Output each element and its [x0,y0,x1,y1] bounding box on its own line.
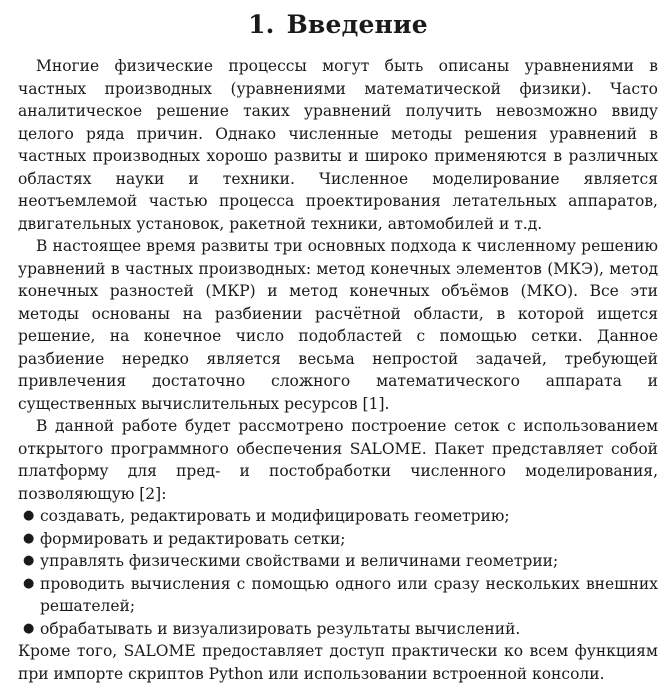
feature-list [18,505,658,640]
list-item-text: формировать и редактировать сетки; [40,529,346,548]
list-item [18,618,658,641]
bullet-icon: ● [23,530,35,546]
list-item [18,573,658,618]
bullet-icon: ● [23,620,35,636]
document-page [18,0,658,685]
bullet-icon: ● [23,553,35,568]
section-title: Введение [286,10,428,39]
list-item [18,550,658,573]
body-text [18,55,658,685]
paragraph-closing: Кроме того, SALOME предоставляет доступ практически ко всем функциям при импорте скриптов Python или использовании встроенной консоли. [18,642,658,683]
list-item [18,528,658,551]
paragraph-methods: В настоящее время развиты три основных подхода к численному решению уравнений в частных производных: метод конечных элементов (МКЭ), метод конечных разностей (МКР) и метод конечных объёмов (МКО). Все эти методы основаны на разбиении расчётной области, в которой ищется решение, на конечное число подобластей с помощью сетки. Данное разбиение нередко является весьма непростой задачей, требующей привлечения достаточно сложного математического аппарата и существенных вычислительных ресурсов [1]. [18,237,658,413]
list-item-text: управлять физическими свойствами и величинами геометрии; [40,552,559,570]
section-number: 1. [248,10,275,39]
list-item [18,505,658,528]
list-item-text: обрабатывать и визуализировать результаты вычислений. [40,619,521,638]
list-item-text: проводить вычисления с помощью одного или сразу нескольких внешних решателей; [40,574,658,615]
list-item-text: создавать, редактировать и модифицировать геометрию; [40,507,510,525]
bullet-icon: ● [23,508,35,523]
section-heading [18,10,658,40]
bullet-icon: ● [23,575,35,591]
paragraph-salome: В данной работе будет рассмотрено построение сеток с использованием открытого программного обеспечения SALOME. Пакет представляет собой платформу для пред- и постобработки численного моделирования, позволяющую [2]: [18,417,658,503]
paragraph-intro: Многие физические процессы могут быть описаны уравнениями в частных производных (уравнениями математической физики). Часто аналитическое решение таких уравнений получить невозможно ввиду целого ряда причин. Однако численные методы решения уравнений в частных производных хорошо развиты и широко применяются в различных областях науки и техники. Численное моделирование является неотъемлемой частью процесса проектирования летательных аппаратов, двигательных установок, ракетной техники, автомобилей и т.д. [18,57,658,233]
